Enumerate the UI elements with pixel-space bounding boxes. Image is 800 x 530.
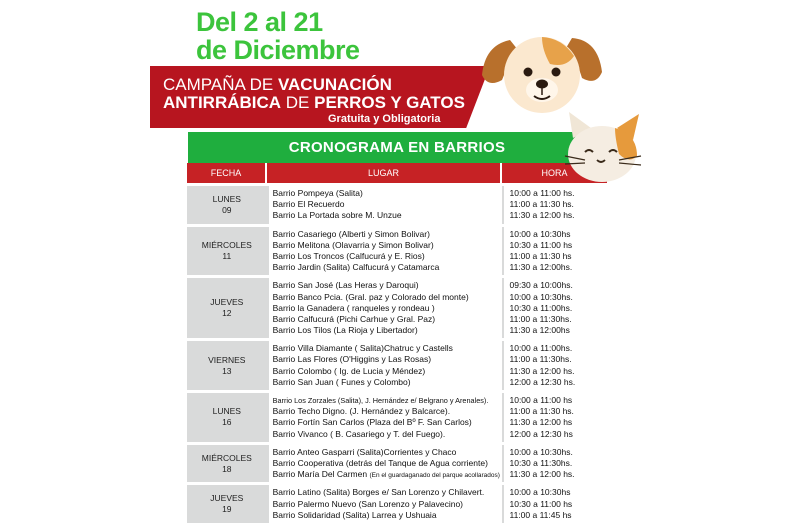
place-cell bbox=[269, 186, 503, 224]
hour: 10:00 a 11:00hs. bbox=[509, 343, 573, 354]
hour: 11:00 a 11:45 hs bbox=[509, 509, 572, 520]
hour: 10:00 a 10:30hs bbox=[509, 487, 571, 498]
place-note: (En el guardaganado del parque acollarados) bbox=[369, 472, 500, 480]
place: Barrio Techo Digno. (J. Hernández y Balcarce). bbox=[272, 406, 451, 417]
cat-illustration bbox=[555, 108, 645, 188]
day-number: 09 bbox=[222, 204, 232, 215]
hour-cell bbox=[504, 393, 607, 442]
place-cell bbox=[269, 227, 503, 276]
table-row bbox=[187, 275, 607, 338]
hour: 11:00 a 11:30 hs bbox=[509, 250, 572, 261]
date-cell bbox=[187, 393, 267, 442]
place: Barrio Solidaridad (Salita) Larrea y Ushuaia bbox=[272, 509, 437, 520]
banner-line-2: ANTIRRÁBICA DE PERROS Y GATOS bbox=[163, 93, 465, 112]
table-row bbox=[187, 183, 607, 224]
hour: 11:30 a 12:00 hs. bbox=[509, 365, 575, 376]
hour: 11:00 a 11:30 hs. bbox=[509, 406, 574, 417]
place: Barrio El Recuerdo bbox=[272, 199, 345, 210]
day-number: 19 bbox=[222, 504, 232, 515]
banner-line-3: Gratuita y Obligatoria bbox=[328, 113, 441, 125]
place: Barrio Banco Pcia. (Gral. paz y Colorado del monte) bbox=[272, 291, 469, 302]
day-number: 12 bbox=[222, 308, 232, 319]
campaign-dates bbox=[196, 8, 360, 64]
day-name: JUEVES bbox=[210, 297, 244, 308]
date-cell bbox=[187, 278, 267, 338]
table-row bbox=[187, 442, 607, 483]
hour: 09:30 a 10:00hs. bbox=[509, 280, 573, 291]
date-line-2: de Diciembre bbox=[196, 35, 360, 65]
day-name: LUNES bbox=[212, 193, 241, 204]
place-cell bbox=[269, 485, 503, 523]
place-cell bbox=[269, 445, 503, 483]
hour: 10:00 a 10:30hs. bbox=[509, 446, 573, 457]
header-hora: HORA bbox=[541, 168, 568, 178]
hour-cell bbox=[504, 445, 607, 483]
place: Barrio Palermo Nuevo (San Lorenzo y Palavecino) bbox=[272, 498, 464, 509]
date-cell bbox=[187, 341, 267, 390]
schedule-table bbox=[187, 163, 607, 523]
place-cell bbox=[269, 393, 503, 442]
hour: 12:00 a 12:30 hs bbox=[509, 428, 573, 439]
date-line-1: Del 2 al 21 bbox=[196, 7, 323, 37]
header-fecha: FECHA bbox=[187, 163, 267, 183]
place: Barrio María Del Carmen (En el guardaganado del parque acollarados) bbox=[272, 469, 500, 480]
place: Barrio Latino (Salita) Borges e/ San Lorenzo y Chilavert. bbox=[272, 487, 485, 498]
place: Barrio San José (Las Heras y Daroqui) bbox=[272, 280, 419, 291]
day-name: VIERNES bbox=[208, 354, 246, 365]
place: Barrio Villa Diamante ( Salita)Chatruc y Castells bbox=[272, 343, 453, 354]
place: Barrio Fortín San Carlos (Plaza del Bº F. San Carlos) bbox=[272, 417, 472, 428]
dog-illustration bbox=[480, 20, 605, 120]
day-name: LUNES bbox=[212, 406, 241, 417]
place: Barrio Pompeya (Salita) bbox=[272, 188, 363, 198]
day-name: MIÉRCOLES bbox=[201, 452, 252, 463]
table-row bbox=[187, 338, 607, 390]
day-number: 18 bbox=[222, 463, 232, 474]
date-cell bbox=[187, 186, 267, 224]
table-row bbox=[187, 390, 607, 442]
day-number: 13 bbox=[222, 365, 232, 376]
hour: 10:30 a 11:00hs. bbox=[509, 302, 573, 313]
hour: 10:30 a 11:00 hs bbox=[509, 239, 573, 250]
place-cell bbox=[269, 341, 503, 390]
hour: 11:30 a 12:00 hs bbox=[509, 417, 573, 428]
hour-cell bbox=[504, 341, 607, 390]
header-lugar: LUGAR bbox=[267, 163, 502, 183]
hour: 11:00 a 11:30hs. bbox=[509, 313, 572, 324]
table-header bbox=[187, 163, 607, 183]
banner-line-1: CAMPAÑA DE VACUNACIÓN bbox=[163, 75, 392, 94]
date-cell bbox=[187, 227, 267, 276]
hour: 10:00 a 10:30hs bbox=[509, 228, 571, 239]
hour: 11:30 a 12:00 hs. bbox=[509, 469, 575, 480]
place-cell bbox=[269, 278, 503, 338]
hour-cell bbox=[504, 485, 607, 523]
place: Barrio Las Flores (O'Higgins y Las Rosas) bbox=[272, 354, 432, 365]
day-number: 11 bbox=[222, 250, 232, 261]
place: Barrio Calfucurá (Pichi Carhue y Gral. Paz) bbox=[272, 313, 436, 324]
table-row bbox=[187, 482, 607, 523]
table-row bbox=[187, 224, 607, 276]
day-number: 16 bbox=[222, 417, 232, 428]
hour: 10:00 a 11:00 hs. bbox=[509, 188, 575, 198]
hour: 10:30 a 11:30hs. bbox=[509, 457, 573, 468]
day-name: JUEVES bbox=[210, 493, 244, 504]
place: Barrio La Portada sobre M. Unzue bbox=[272, 210, 402, 221]
hour-cell bbox=[504, 227, 607, 276]
hour-cell bbox=[504, 186, 607, 224]
place: Barrio Casariego (Alberti y Simon Bolivar) bbox=[272, 228, 430, 239]
place: Barrio Melitona (Olavarria y Simon Bolivar) bbox=[272, 239, 434, 250]
hour: 11:30 a 12:00 hs. bbox=[509, 210, 575, 221]
date-cell bbox=[187, 485, 267, 523]
hour: 10:00 a 11:00 hs bbox=[509, 395, 573, 405]
date-cell bbox=[187, 445, 267, 483]
place: Barrio Colombo ( Ig. de Lucia y Méndez) bbox=[272, 365, 426, 376]
hour: 10:30 a 11:00 hs bbox=[509, 498, 573, 509]
day-name: MIÉRCOLES bbox=[201, 239, 252, 250]
place: Barrio Los Tilos (La Rioja y Libertador) bbox=[272, 325, 418, 336]
hour: 10:00 a 10:30hs. bbox=[509, 291, 573, 302]
hour: 11:30 a 12:00hs. bbox=[509, 262, 573, 273]
place: Barrio Los Troncos (Calfucurá y E. Rios) bbox=[272, 250, 425, 261]
place: Barrio San Juan ( Funes y Colombo) bbox=[272, 376, 411, 387]
hour: 11:00 a 11:30hs. bbox=[509, 354, 572, 365]
hour: 11:00 a 11:30 hs. bbox=[509, 199, 574, 210]
place: Barrio Vivanco ( B. Casariego y T. del Fuego). bbox=[272, 428, 446, 439]
place: Barrio la Ganadera ( ranqueles y rondeau ) bbox=[272, 302, 435, 313]
place: Barrio Cooperativa (detrás del Tanque de Agua corriente) bbox=[272, 457, 488, 468]
place: Barrio Anteo Gasparri (Salita)Corrientes y Chaco bbox=[272, 446, 457, 457]
place: Barrio Jardin (Salita) Calfucurá y Catamarca bbox=[272, 262, 440, 273]
place: Barrio Los Zorzales (Salita), J. Hernández e/ Belgrano y Arenales). bbox=[272, 396, 489, 405]
hour: 12:00 a 12:30 hs. bbox=[509, 376, 576, 387]
schedule-title: CRONOGRAMA EN BARRIOS bbox=[188, 132, 606, 164]
hour-cell bbox=[504, 278, 607, 338]
hour: 11:30 a 12:00hs bbox=[509, 325, 570, 336]
